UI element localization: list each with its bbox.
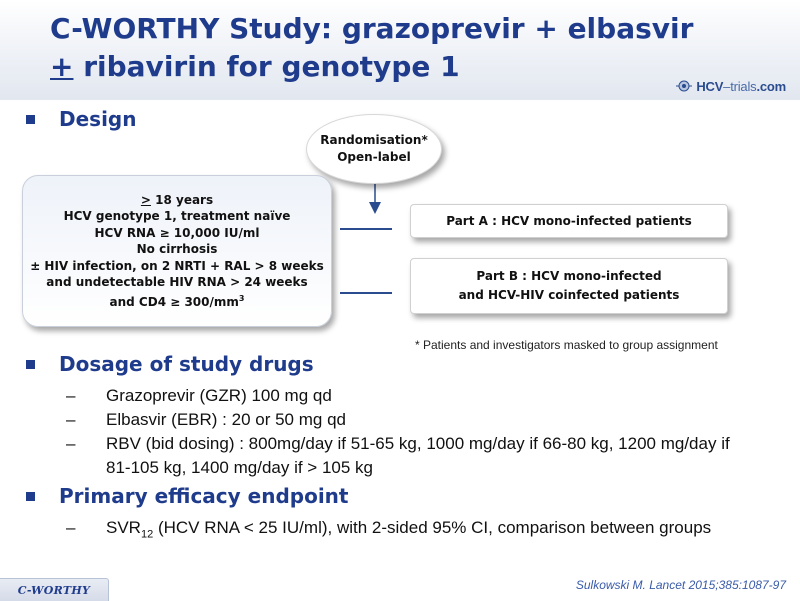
criteria-line: HCV genotype 1, treatment naïve: [63, 209, 291, 224]
virus-icon: [675, 79, 693, 93]
square-bullet-icon: [26, 360, 35, 369]
list-item: – Grazoprevir (GZR) 100 mg qd: [66, 384, 756, 408]
dosage-heading: [26, 352, 314, 376]
endpoint-list: [66, 516, 756, 546]
logo-text: HCV–trials.com: [696, 78, 786, 94]
study-tag: C-WORTHY: [0, 578, 109, 601]
part-a-box: [410, 204, 728, 238]
hcv-trials-logo: [675, 76, 786, 96]
title-line-2-rest: ribavirin for genotype 1: [73, 50, 460, 83]
open-label-label: Open-label: [337, 150, 411, 164]
dash-bullet: –: [66, 518, 76, 537]
randomisation-ellipse: [306, 114, 442, 184]
dosage-heading-text: Dosage of study drugs: [59, 352, 314, 376]
inclusion-criteria-box: [22, 175, 332, 327]
criteria-line: and undetectable HIV RNA > 24 weeks: [46, 275, 308, 290]
part-a-label: Part A : HCV mono-infected patients: [446, 213, 692, 228]
criteria-line: ± HIV infection, on 2 NRTI + RAL > 8 weeks: [30, 258, 324, 273]
part-b-box: [410, 258, 728, 314]
square-bullet-icon: [26, 492, 35, 501]
list-item: – RBV (bid dosing) : 800mg/day if 51-65 kg, 1000 mg/day if 66-80 kg, 1200 mg/day if 81-105 kg, 1400 mg/day if > 105 kg: [66, 434, 730, 477]
criteria-age: > 18 years: [140, 192, 214, 207]
endpoint-heading: [26, 484, 348, 508]
slide-title: [50, 10, 790, 86]
list-item: – Elbasvir (EBR) : 20 or 50 mg qd: [66, 408, 756, 432]
dash-bullet: –: [66, 434, 76, 453]
dosage-list: [66, 384, 756, 480]
square-bullet-icon: [26, 115, 35, 124]
endpoint-heading-text: Primary efficacy endpoint: [59, 484, 349, 508]
randomisation-label: Randomisation*: [320, 133, 428, 147]
part-b-label-line1: Part B : HCV mono-infected: [476, 269, 662, 283]
design-heading-text: Design: [59, 107, 137, 131]
criteria-cd4: and $CD4 \ge 300/mm^3$: [109, 293, 245, 309]
dash-bullet: –: [66, 410, 76, 429]
plus-minus-underlined: +: [50, 50, 74, 83]
dash-bullet: –: [66, 386, 76, 405]
title-line-1: C-WORTHY Study: grazoprevir + elbasvir: [50, 12, 694, 45]
list-item: – $SVR_{12}$ (HCV RNA < 25 IU/ml), with 2-sided 95% CI, comparison between groups: [66, 518, 712, 541]
part-b-label-line2: and HCV-HIV coinfected patients: [458, 288, 680, 302]
criteria-line: No cirrhosis: [136, 242, 218, 257]
criteria-line: HCV RNA ≥ 10,000 IU/ml: [94, 225, 260, 240]
masking-footnote: * Patients and investigators masked to group assignment: [415, 338, 718, 352]
citation: Sulkowski M. Lancet 2015;385:1087-97: [575, 578, 786, 592]
design-heading: [26, 107, 136, 131]
